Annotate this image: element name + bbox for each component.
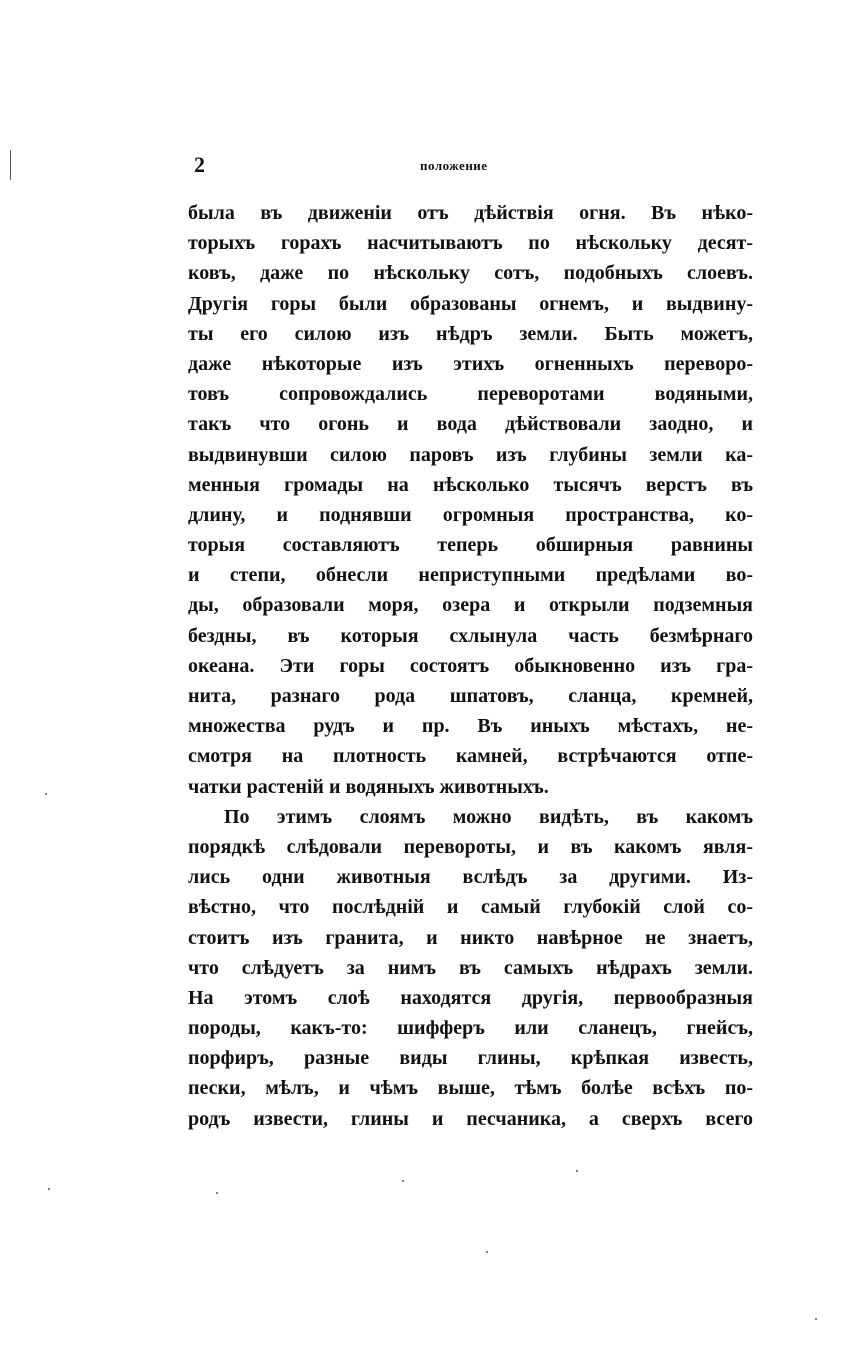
text-line: нита, разнаго рода шпатовъ, сланца, кремней, — [188, 685, 753, 707]
text-line: была въ движенiи отъ дѣйствiя огня. Въ нѣко- — [188, 202, 753, 224]
text-line: Другiя горы были образованы огнемъ, и выдвину- — [188, 292, 753, 315]
text-line: породы, какъ-то: шифферъ или сланецъ, гнейсъ, — [188, 1017, 753, 1040]
text-line: выдвинувши силою паровъ изъ глубины земли ка- — [188, 443, 753, 466]
text-line: смотря на плотность камней, встрѣчаются отпе- — [188, 745, 753, 768]
text-line: даже нѣкоторые изъ этихъ огненныхъ переворо- — [188, 352, 753, 375]
text-line: что слѣдуетъ за нимъ въ самыхъ нѣдрахъ земли. — [188, 956, 753, 979]
paper-speck — [486, 1251, 488, 1253]
text-line: порфиръ, разные виды глины, крѣпкая известь, — [188, 1047, 753, 1070]
paper-speck — [815, 1318, 817, 1320]
paper-speck — [576, 1170, 578, 1172]
text-line: торыхъ горахъ насчитываютъ по нѣскольку десят- — [188, 232, 753, 255]
text-line: чатки растенiй и водяныхъ животныхъ. — [188, 775, 549, 798]
paper-speck — [10, 150, 11, 180]
text-line: лись одни животныя вслѣдъ за другими. Из- — [188, 866, 753, 889]
body-text — [188, 198, 753, 1134]
text-line: родъ извести, глины и песчаника, а сверхъ всего — [188, 1107, 753, 1130]
text-line: порядкѣ слѣдовали перевороты, и въ какомъ явля- — [188, 835, 753, 858]
paper-speck — [45, 793, 47, 795]
text-line: бездны, въ которыя схлынула часть безмѣрнаго — [188, 624, 753, 647]
paper-speck — [216, 1192, 218, 1194]
text-line: длину, и поднявши огромныя пространства, ко- — [188, 503, 753, 526]
text-line: океана. Эти горы состоятъ обыкновенно изъ гра- — [188, 654, 753, 677]
text-line: такъ что огонь и вода дѣйствовали заодно, и — [188, 413, 753, 436]
text-line: торыя составляютъ теперь обширныя равнины — [188, 534, 753, 557]
text-line: менныя громады на нѣсколько тысячъ верстъ въ — [188, 473, 753, 496]
text-line: вѣстно, что послѣднiй и самый глубокiй слой со- — [188, 896, 753, 919]
paragraph-2 — [188, 802, 753, 1134]
running-head: положение — [420, 158, 488, 173]
paragraph-1 — [188, 198, 753, 802]
text-line: товъ сопровождались переворотами водяными, — [188, 383, 753, 406]
text-line: и степи, обнесли неприступными предѣлами во- — [188, 564, 753, 587]
text-line: стоитъ изъ гранита, и никто навѣрное не знаетъ, — [188, 926, 753, 949]
page-number: 2 — [194, 152, 205, 177]
page-header — [190, 152, 750, 182]
text-line: По этимъ слоямъ можно видѣть, въ какомъ — [224, 805, 753, 828]
text-line: множества рудъ и пр. Въ иныхъ мѣстахъ, не- — [188, 715, 753, 738]
text-line: ты его силою изъ нѣдръ земли. Быть можетъ, — [188, 322, 753, 345]
text-line: На этомъ слоѣ находятся другiя, первообразныя — [188, 986, 753, 1009]
paper-speck — [48, 1188, 50, 1190]
paper-speck — [402, 1180, 404, 1182]
text-line: пески, мѣлъ, и чѣмъ выше, тѣмъ болѣе всѣхъ по- — [188, 1077, 753, 1100]
text-line: ды, образовали моря, озера и открыли подземныя — [188, 594, 753, 617]
text-line: ковъ, даже по нѣскольку сотъ, подобныхъ слоевъ. — [188, 262, 753, 285]
